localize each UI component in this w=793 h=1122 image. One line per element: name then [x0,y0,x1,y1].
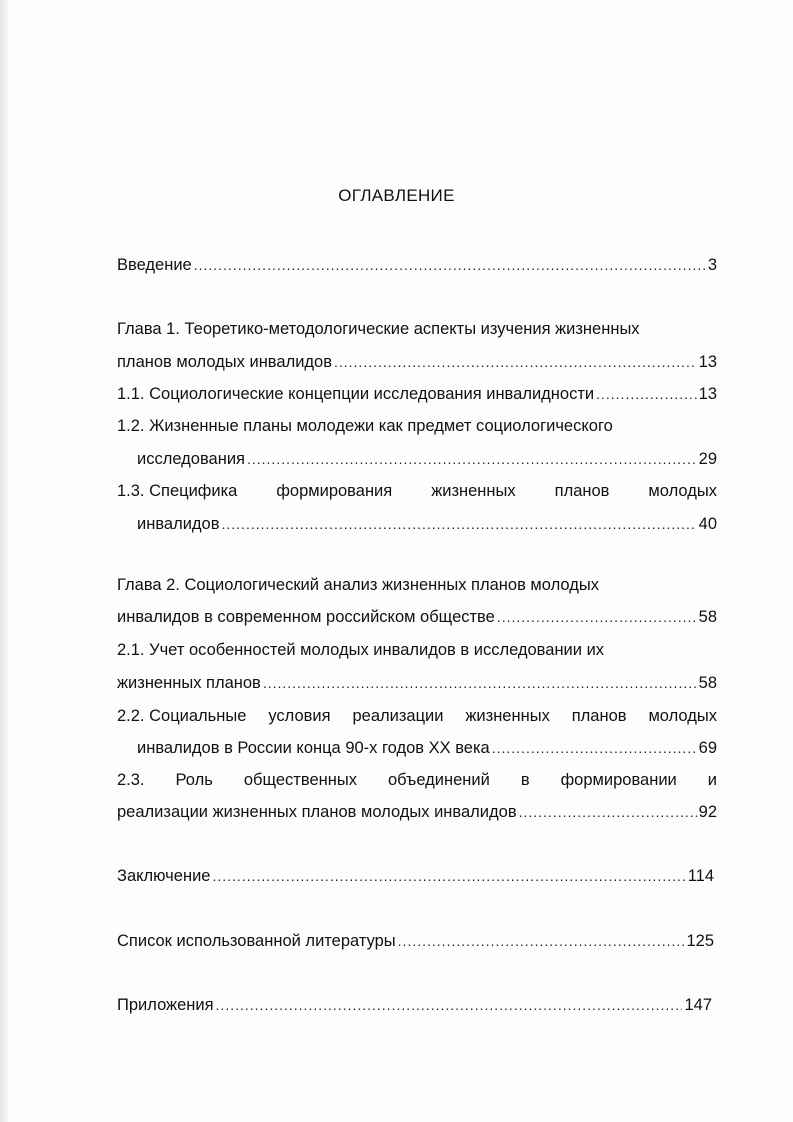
toc-page-number: 29 [698,450,717,468]
toc-page-number: 40 [698,515,717,533]
word: Роль [175,771,213,789]
chapter-2-title-line1[interactable]: Глава 2. Социологический анализ жизненных планов молодых [117,576,599,594]
dot-leader [398,931,685,951]
section-2-2-line1[interactable] [117,706,717,726]
toc-page-number: 125 [686,932,714,950]
section-2-3-line1[interactable] [117,770,717,790]
word: условия [268,707,331,725]
toc-page-number: 58 [698,674,717,692]
word: планов [554,482,610,500]
toc-entry-text: Приложения [117,996,214,1014]
toc-entry-text: инвалидов [137,515,220,533]
toc-entry-text: Список использованной литературы [117,932,396,950]
dot-leader [497,607,697,627]
dot-leader [222,514,697,534]
toc-entry-text: планов молодых инвалидов [117,353,332,371]
word: формирования [276,482,393,500]
toc-entry-text: Введение [117,256,192,274]
dot-leader [212,866,685,886]
toc-entry-text: инвалидов в современном российском обществе [117,608,495,626]
chapter-1-title-line1[interactable]: Глава 1. Теоретико-методологические аспекты изучения жизненных [117,320,640,338]
word: жизненных [431,482,516,500]
toc-entry-text: жизненных планов [117,674,261,692]
toc-entry-chapter-2[interactable] [117,607,717,627]
word: молодых [648,482,717,500]
dot-leader [263,673,697,693]
toc-page-number: 13 [698,385,717,403]
word: объединений [387,771,490,789]
section-2-1-line1[interactable]: 2.1. Учет особенностей молодых инвалидов в исследовании их [117,641,605,659]
word: жизненных [465,707,550,725]
toc-entry-1-3[interactable] [137,514,717,534]
toc-entry-text: исследования [137,450,245,468]
toc-page-number: 58 [698,608,717,626]
toc-page-number: 3 [707,256,717,274]
toc-entry-chapter-1[interactable] [117,352,717,372]
toc-page-number: 92 [698,803,717,821]
toc-entry-text: инвалидов в России конца 90-х годов XX века [137,739,490,757]
toc-page-number: 147 [684,996,712,1014]
dot-leader [334,352,697,372]
toc-entry-text: 1.1. Социологические концепции исследования инвалидности [117,385,595,403]
toc-entry-text: реализации жизненных планов молодых инвалидов [117,803,517,821]
toc-entry-1-2[interactable] [137,449,717,469]
word: и [707,771,717,789]
toc-page-number: 114 [687,867,714,885]
toc-entry-text: Заключение [117,867,211,885]
toc-entry-references[interactable] [117,931,714,951]
word: планов [571,707,627,725]
word: общественных [243,771,357,789]
dot-leader [519,802,697,822]
toc-entry-appendix[interactable] [117,995,712,1015]
word: 1.3. Специфика [117,482,238,500]
section-1-2-line1[interactable]: 1.2. Жизненные планы молодежи как предмет социологического [117,417,613,435]
word: реализации [352,707,444,725]
toc-page-number: 13 [698,353,717,371]
dot-leader [492,738,697,758]
toc-entry-2-3[interactable] [117,802,717,822]
word: в [520,771,530,789]
toc-title: ОГЛАВЛЕНИЕ [338,186,455,205]
word: 2.3. [117,771,145,789]
dot-leader [216,995,683,1015]
dot-leader [247,449,697,469]
dot-leader [194,255,706,275]
word: 2.2. Социальные [117,707,247,725]
word: молодых [648,707,717,725]
toc-entry-intro[interactable] [117,255,717,275]
word: формировании [560,771,677,789]
toc-entry-2-2[interactable] [137,738,717,758]
toc-entry-1-1[interactable] [117,384,717,404]
dot-leader [596,384,697,404]
section-1-3-line1[interactable] [117,481,717,501]
toc-page-number: 69 [698,739,717,757]
toc-entry-2-1[interactable] [117,673,717,693]
scan-edge [0,0,10,1122]
toc-entry-conclusion[interactable] [117,866,714,886]
